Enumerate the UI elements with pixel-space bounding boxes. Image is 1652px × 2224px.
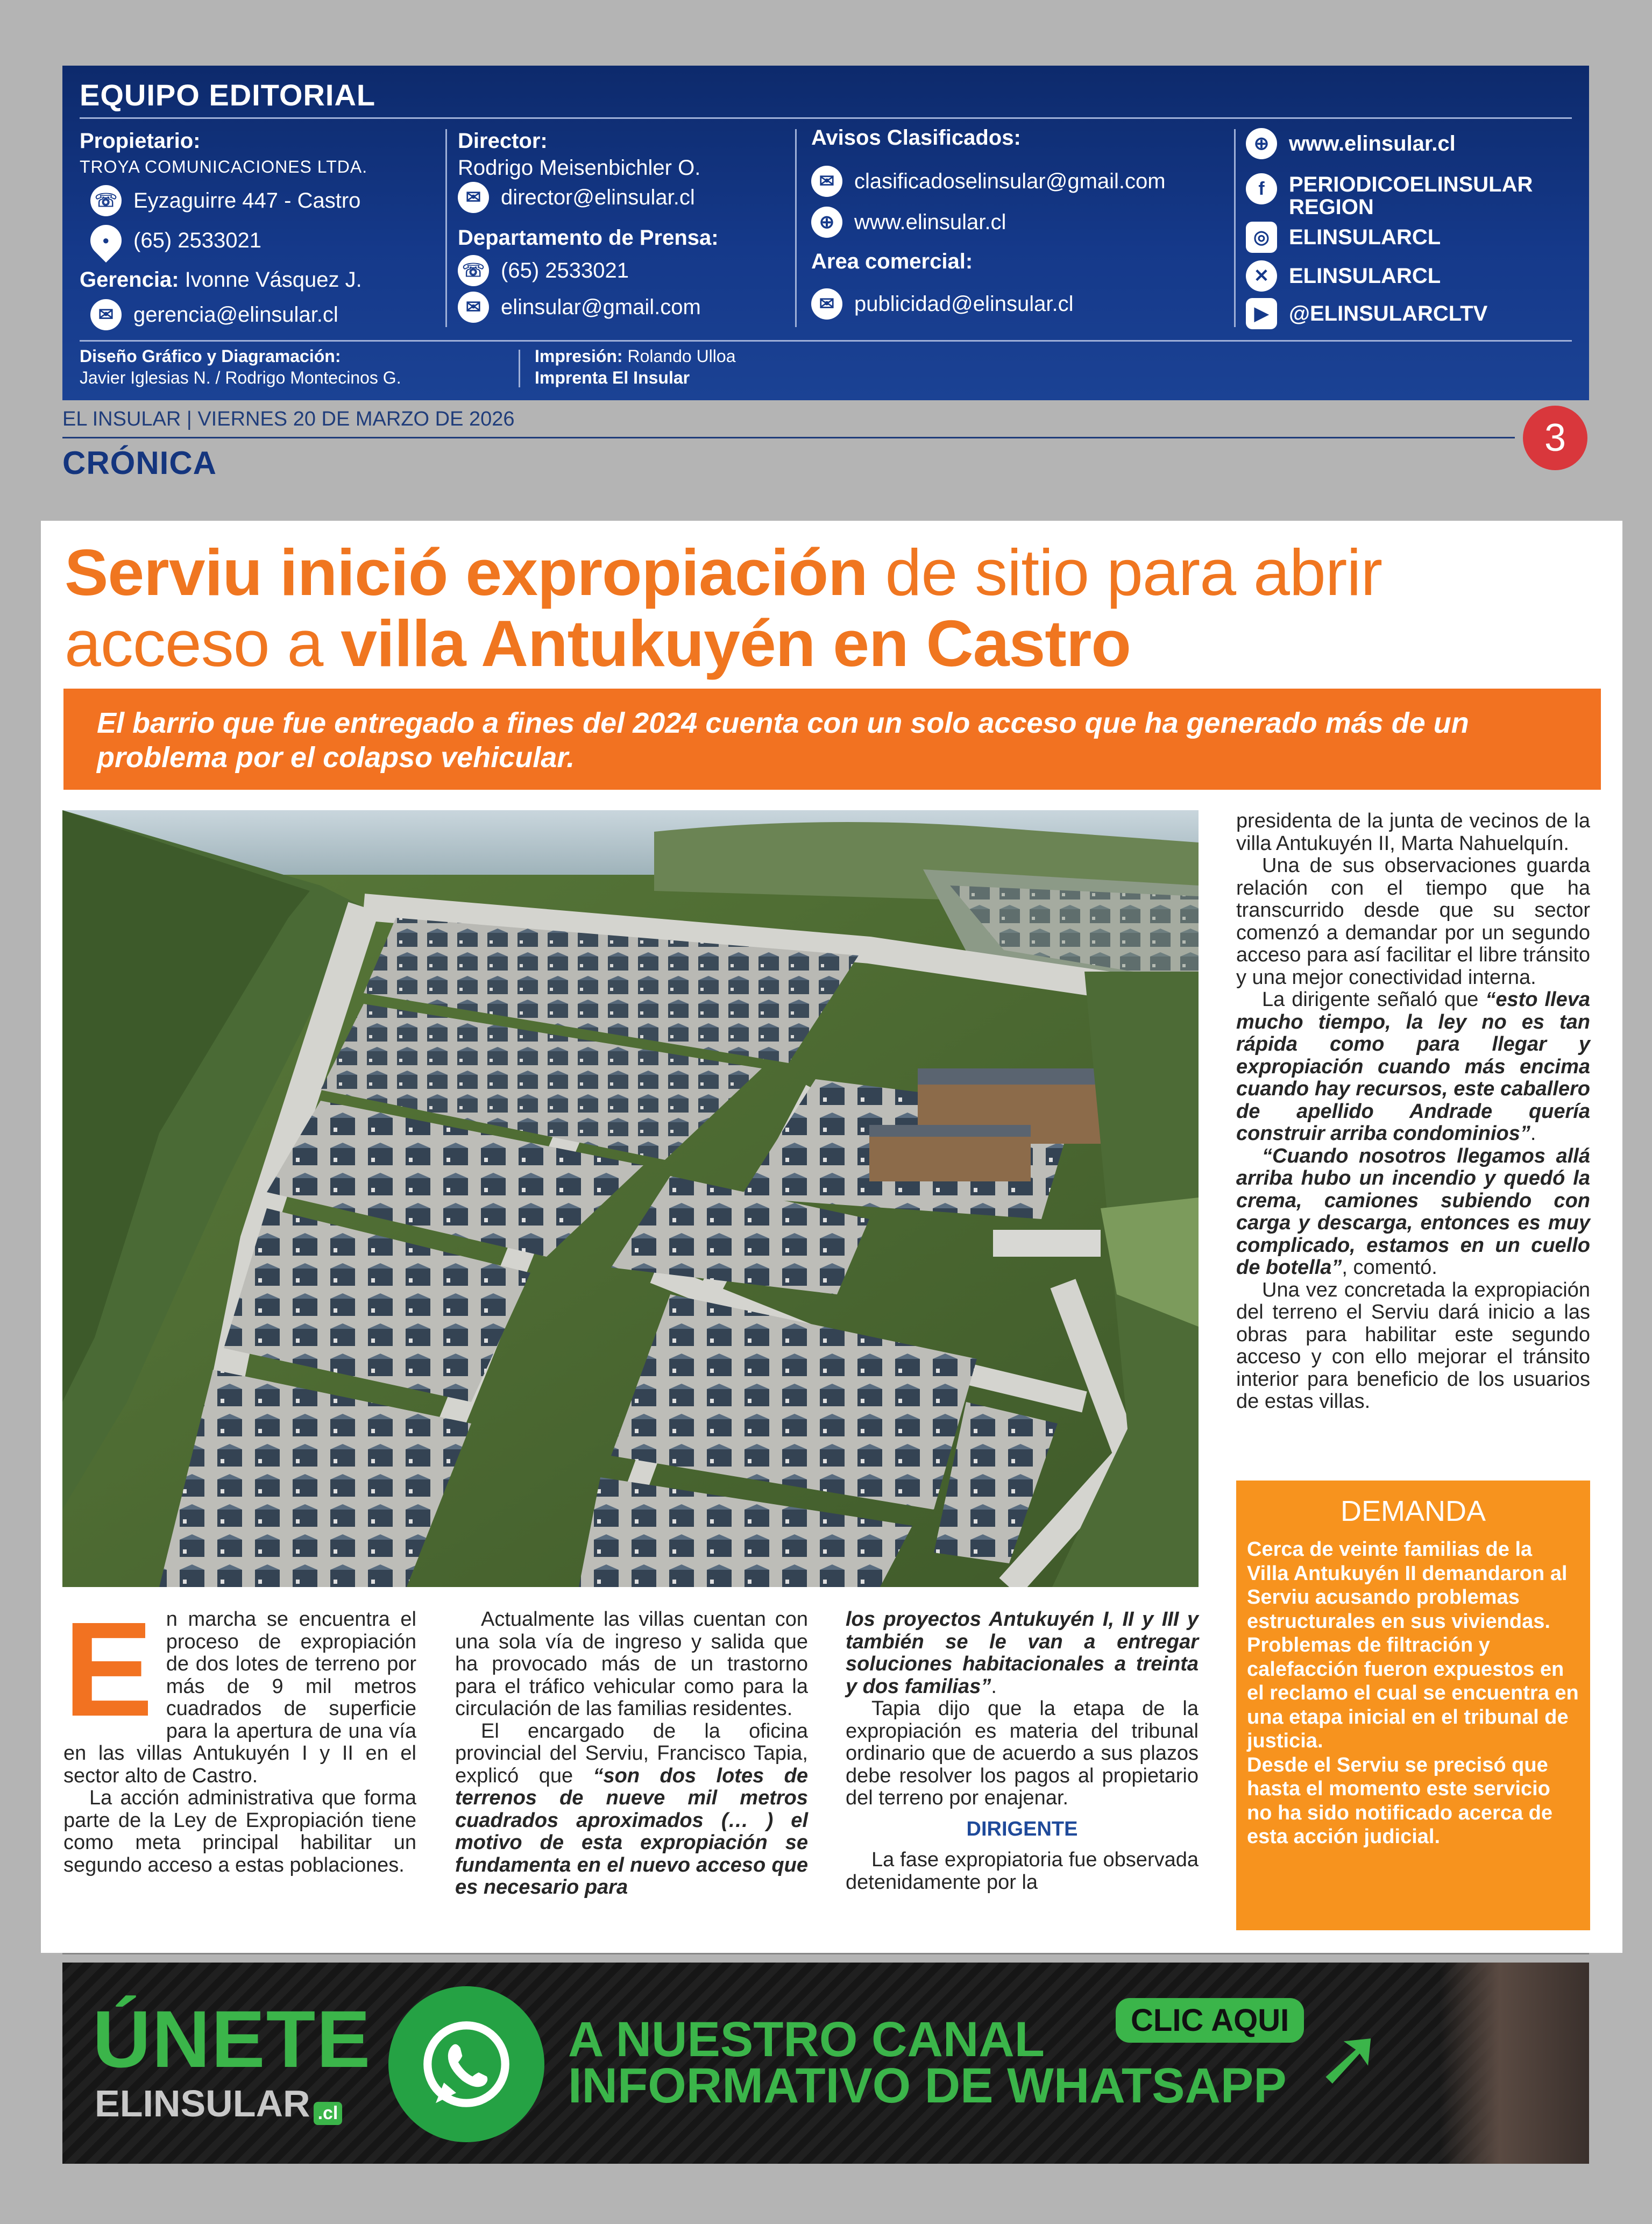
- manager-email[interactable]: gerencia@elinsular.cl: [133, 302, 338, 327]
- director-label: Director:: [458, 129, 548, 153]
- social-x[interactable]: ELINSULARCL: [1289, 264, 1441, 288]
- owner-label: Propietario:: [80, 129, 201, 153]
- page-number-badge: 3: [1523, 406, 1587, 470]
- quote: “son dos lotes de terrenos de nueve mil metros cuadrados aproximados (… ) el motivo de esta expropiación se fundamenta en el nuevo acceso que es necesario para: [455, 1764, 808, 1899]
- phone-number: (65) 2533021: [133, 228, 261, 252]
- banner-join: ÚNETE: [93, 1994, 372, 2084]
- paragraph: presidenta de la junta de vecinos de la villa Antukuyén II, Marta Nahuelquín.: [1236, 810, 1590, 855]
- paragraph: Actualmente las villas cuentan con una sola vía de ingreso y salida que ha provocado más de un trastorno para el tráfico vehicular como para la circulación de las familias residentes.: [455, 1608, 808, 1720]
- commercial-email[interactable]: publicidad@elinsular.cl: [854, 292, 1074, 316]
- design-names: Javier Iglesias N. / Rodrigo Montecinos G.: [80, 368, 401, 387]
- headline-bold-part: villa Antukuyén en Castro: [341, 607, 1131, 680]
- divider: [62, 1953, 1589, 1954]
- press-email[interactable]: elinsular@gmail.com: [501, 295, 701, 319]
- demanda-sidebar-box: [1236, 1481, 1590, 1930]
- column-divider: [519, 350, 520, 387]
- print-label: Impresión:: [535, 346, 623, 366]
- social-facebook[interactable]: PERIODICOELINSULAR REGION: [1289, 173, 1533, 219]
- classified-label: Avisos Clasificados:: [811, 126, 1021, 150]
- print-name: Rolando Ulloa: [627, 346, 736, 366]
- hand-phone-image: [1440, 1963, 1589, 2164]
- divider: [80, 117, 1572, 119]
- headline-light-part: de sitio para abrir acceso a: [65, 536, 1382, 680]
- banner-brand: ELINSULAR: [95, 2083, 310, 2124]
- mail-icon: ✉: [90, 299, 122, 330]
- quote: los proyectos Antukuyén I, II y III y también se le van a entregar soluciones habitacionales a treinta y dos familias”: [846, 1608, 1199, 1698]
- quote-end: , comentó.: [1342, 1256, 1437, 1279]
- address: Eyzaguirre 447 - Castro: [133, 188, 361, 213]
- banner-brand-suffix: .cl: [314, 2102, 343, 2125]
- headline-bold-part: Serviu inició expropiación: [65, 536, 868, 609]
- headline: [65, 537, 1603, 679]
- quote: “Cuando nosotros llegamos allá arriba hubo un incendio y quedó la crema, camiones subiendo con carga y descarga, entonces es muy complicado, estamos en un cuello de botella”: [1236, 1144, 1590, 1279]
- box-paragraph: Problemas de filtración y calefacción fueron expuestos en el reclamo el cual se encuentra en una etapa inicial en el tribunal de justicia.: [1247, 1634, 1579, 1752]
- column-divider: [445, 129, 447, 327]
- press-label: Departamento de Prensa:: [458, 226, 719, 250]
- paragraph-lead: La dirigente señaló que: [1262, 988, 1486, 1011]
- mail-icon: ✉: [458, 182, 489, 213]
- banner-line-2: INFORMATIVO DE WHATSAPP: [568, 2058, 1287, 2113]
- subheadline: El barrio que fue entregado a fines del 2024 cuenta con un solo acceso que ha generado más de un problema por el colapso vehicular.: [63, 689, 1601, 790]
- quote-end: .: [991, 1675, 997, 1698]
- click-here-button[interactable]: CLIC AQUI: [1116, 1998, 1304, 2043]
- column-divider: [795, 129, 797, 327]
- editorial-title: EQUIPO EDITORIAL: [80, 78, 376, 112]
- column-divider: [1234, 129, 1236, 327]
- print-house: Imprenta El Insular: [535, 368, 690, 387]
- paragraph: n marcha se encuentra el proceso de expropiación de dos lotes de terreno por más de 9 mil metros cuadrados de superficie para la apertura de una vía en las villas Antukuyén I y II en el sector alto de Castro.: [63, 1608, 416, 1787]
- divider: [80, 340, 1572, 342]
- globe-icon: ⊕: [811, 207, 842, 238]
- article-column-4: [1236, 810, 1590, 1413]
- quote-end: .: [1530, 1122, 1536, 1145]
- paragraph: Una de sus observaciones guarda relación con el tiempo que ha transcurrido desde que su sector comenzó a demandar por un segundo acceso para así facilitar el libre tránsito y una mejor conectividad interna.: [1236, 854, 1590, 989]
- commercial-label: Area comercial:: [811, 250, 973, 273]
- social-youtube[interactable]: @ELINSULARCLTV: [1289, 301, 1488, 325]
- section-title: CRÓNICA: [62, 445, 217, 481]
- director-email[interactable]: director@elinsular.cl: [501, 185, 695, 209]
- youtube-icon: ▶: [1246, 298, 1277, 329]
- cursor-click-icon: ➚: [1316, 2011, 1384, 2102]
- instagram-icon: ◎: [1246, 222, 1277, 253]
- dateline: EL INSULAR | VIERNES 20 DE MARZO DE 2026: [62, 408, 515, 430]
- editorial-team-panel: [62, 66, 1589, 400]
- classified-email[interactable]: clasificadoselinsular@gmail.com: [854, 169, 1166, 193]
- design-label: Diseño Gráfico y Diagramación:: [80, 346, 341, 366]
- paragraph: Tapia dijo que la etapa de la expropiación es materia del tribunal ordinario que de acuerdo a sus plazos debe resolver los pagos al propietario del terreno por enajenar.: [846, 1697, 1199, 1809]
- whatsapp-icon: [388, 1986, 544, 2142]
- banner-line-1: A NUESTRO CANAL: [568, 2012, 1045, 2067]
- subheading-dirigente: DIRIGENTE: [966, 1817, 1078, 1840]
- drop-cap: E: [63, 1594, 153, 1744]
- mail-icon: ✉: [811, 288, 842, 320]
- social-web[interactable]: www.elinsular.cl: [1289, 131, 1456, 155]
- owner-name: TROYA COMUNICACIONES LTDA.: [80, 157, 368, 176]
- paragraph: Una vez concretada la expropiación del terreno el Serviu dará inicio a las obras para habilitar este segundo acceso y con ello mejorar el tránsito interior para beneficio de los usuarios de estas villas.: [1236, 1278, 1590, 1413]
- box-paragraph: Cerca de veinte familias de la Villa Antukuyén II demandaron al Serviu acusando problemas estructurales en sus viviendas.: [1247, 1538, 1568, 1633]
- classified-web[interactable]: www.elinsular.cl: [854, 210, 1006, 234]
- box-title: DEMANDA: [1340, 1495, 1486, 1527]
- globe-icon: ⊕: [1246, 128, 1277, 159]
- social-instagram[interactable]: ELINSULARCL: [1289, 225, 1441, 249]
- paragraph: La acción administrativa que forma parte de la Ley de Expropiación tiene como meta principal habilitar un segundo acceso a estas poblaciones.: [63, 1787, 416, 1876]
- phone-icon: ☏: [458, 255, 489, 286]
- article-column-3: [846, 1609, 1199, 1894]
- article-column-1: [63, 1594, 416, 1876]
- paragraph-lead: El encargado de la oficina provincial del Serviu, Francisco Tapia, explicó que: [455, 1719, 808, 1787]
- manager-label: Gerencia:: [80, 268, 179, 292]
- box-paragraph: Desde el Serviu se precisó que hasta el momento este servicio no ha sido notificado acerca de esta acción judicial.: [1247, 1753, 1553, 1848]
- press-phone: (65) 2533021: [501, 258, 629, 282]
- aerial-photo: [62, 810, 1199, 1587]
- quote: “esto lleva mucho tiempo, la ley no es tan rápida como para llegar y expropiación cuando más encima cuando hay recursos, este caballero de apellido Andrade quería construir arriba condominios”: [1236, 988, 1590, 1145]
- director-name: Rodrigo Meisenbichler O.: [458, 156, 701, 180]
- facebook-icon: f: [1246, 173, 1277, 204]
- article: [41, 521, 1622, 1953]
- mail-icon: ✉: [458, 292, 489, 323]
- phone-icon: ☏: [90, 185, 122, 216]
- whatsapp-banner[interactable]: [62, 1963, 1589, 2164]
- article-column-2: [455, 1609, 808, 1899]
- mail-icon: ✉: [811, 166, 842, 197]
- location-pin-icon: ●: [84, 218, 128, 263]
- paragraph: La fase expropiatoria fue observada detenidamente por la: [846, 1848, 1199, 1894]
- manager-name: Ivonne Vásquez J.: [185, 268, 362, 292]
- header-rule: [62, 437, 1515, 438]
- x-icon: ✕: [1246, 260, 1277, 292]
